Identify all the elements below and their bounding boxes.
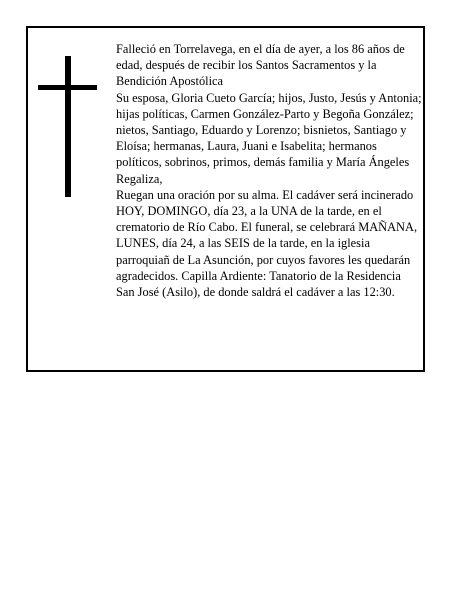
notice-text xyxy=(116,41,422,300)
family-list: Su esposa, Gloria Cueto García; hijos, Justo, Jesús y Antonia; hijas políticas, Carmen González-Parto y Begoña González; nietos, Santiago, Eduardo y Lorenzo; bisnietos, Santiago y Eloísa; hermanas, Laura, Juani e Isabelita; hermanos políticos, sobrinos, primos, demás familia y María Ángeles Regaliza, xyxy=(116,90,422,186)
death-announcement: Falleció en Torrelavega, en el día de ayer, a los 86 años de edad, después de recibir los Santos Sacramentos y la Bendición Apostólica xyxy=(116,42,405,89)
obituary-notice xyxy=(26,26,425,372)
cross-vertical-bar xyxy=(65,56,71,197)
cross-horizontal-bar xyxy=(38,85,97,90)
service-details: Ruegan una oración por su alma. El cadáver será incinerado HOY, DOMINGO, día 23, a la UNA de la tarde, en el crematorio de Río Cabo. El funeral, se celebrará MAÑANA, LUNES, día 24, a las SEIS de la tarde, en la iglesia parroquiañ de La Asunción, por cuyos favores les quedarán agradecidos. Capilla Ardiente: Tanatorio de la Residencia San José (Asilo), de donde saldrá el cadáver a las 12:30. xyxy=(116,187,418,300)
